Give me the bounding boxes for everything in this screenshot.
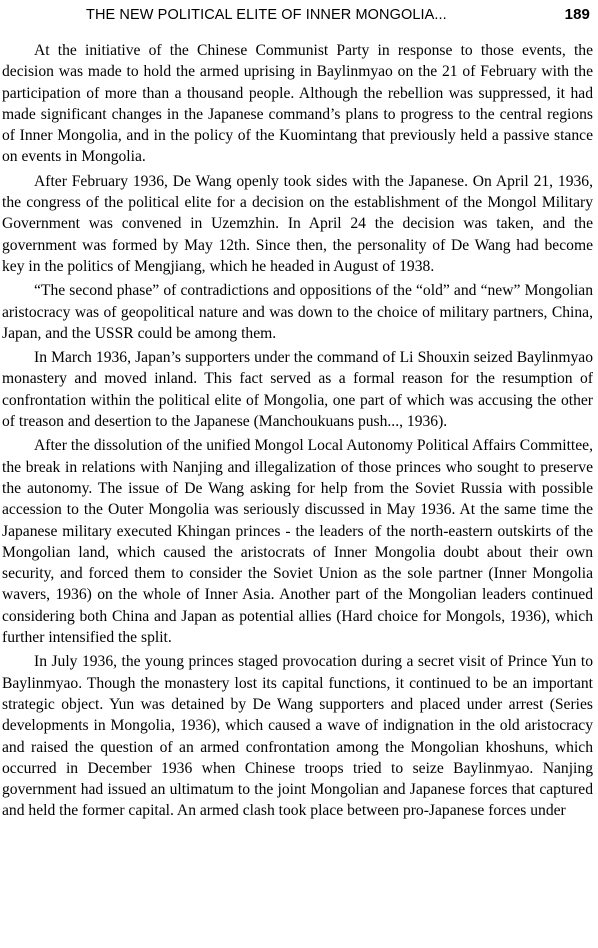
body-text	[2, 40, 593, 822]
paragraph: In March 1936, Japan’s supporters under the command of Li Shouxin seized Baylinmyao monastery and moved inland. This fact served as a formal reason for the resumption of confrontation within the political elite of Mongolia, one part of which was accusing the other of treason and desertion to the Japanese (Manchoukuans push..., 1936).	[2, 349, 593, 431]
paragraph: In July 1936, the young princes staged provocation during a secret visit of Prince Yun to Baylinmyao. Though the monastery lost its capital functions, it continued to be an important strategic object. Yun was detained by De Wang supporters and placed under arrest (Series developments in Mongolia, 1936), which caused a wave of indignation in the old aristocracy and raised the question of an armed confrontation among the Mongolian khoshuns, which occurred in December 1936 when Chinese troops tried to seize Baylinmyao. Nanjing government had issued an ultimatum to the joint Mongolian and Japanese forces that captured and held the former capital. An armed clash took place between pro-Japanese forces under	[2, 653, 593, 820]
paragraph: At the initiative of the Chinese Communist Party in response to those events, the decision was made to hold the armed uprising in Baylinmyao on the 21 of February with the participation of more than a thousand people. Although the rebellion was suppressed, it had made significant changes in the Japanese command’s plans to progress to the central regions of Inner Mongolia, and in the policy of the Kuomintang that previously held a passive stance on events in Mongolia.	[2, 42, 593, 166]
paragraph: After February 1936, De Wang openly took sides with the Japanese. On April 21, 1936, the congress of the political elite for a decision on the establishment of the Mongol Military Government was convened in Uzemzhin. In April 24 the decision was taken, and the government was formed by May 12th. Since then, the personality of De Wang had become key in the politics of Mengjiang, which he headed in August of 1938.	[2, 172, 593, 275]
running-title: THE NEW POLITICAL ELITE OF INNER MONGOLIA...	[86, 7, 447, 23]
paragraph: “The second phase” of contradictions and oppositions of the “old” and “new” Mongolian aristocracy was of geopolitical nature and was down to the choice of military partners, China, Japan, and the USSR could be among them.	[2, 282, 593, 342]
page-number: 189	[564, 6, 590, 23]
running-header	[86, 6, 593, 28]
paragraph: After the dissolution of the unified Mongol Local Autonomy Political Affairs Committee, the break in relations with Nanjing and illegalization of those princes who sought to preserve the autonomy. The issue of De Wang asking for help from the Soviet Russia with possible accession to the Outer Mongolia was seriously discussed in May 1936. At the same time the Japanese military executed Khingan princes - the leaders of the north-eastern outskirts of the Mongolian land, which caused the aristocrats of Inner Mongolia doubt about their own security, and forced them to consider the Soviet Union as the sole partner (Inner Mongolia wavers, 1936) on the whole of Inner Asia. Another part of the Mongolian leaders continued considering both China and Japan as potential allies (Hard choice for Mongols, 1936), which further intensified the split.	[2, 437, 593, 647]
